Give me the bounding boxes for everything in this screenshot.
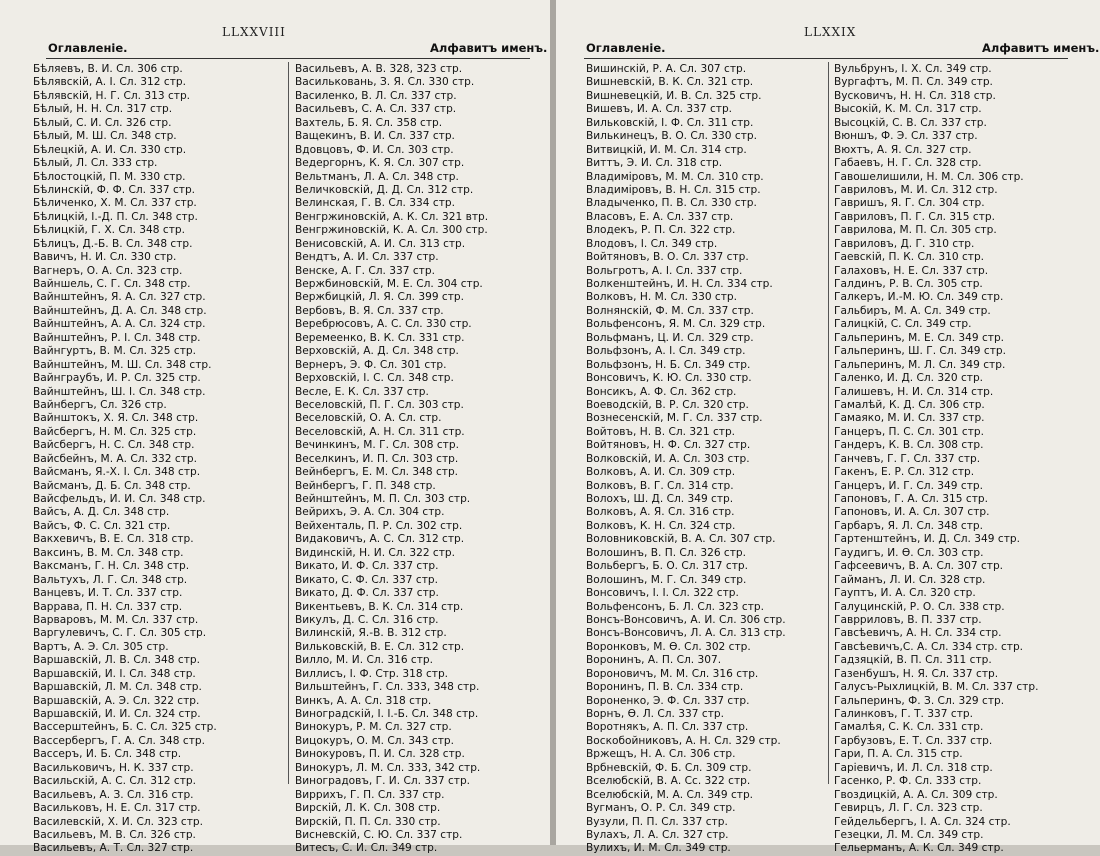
name-column-2: [834, 63, 1084, 856]
index-entry: Волкенштейнъ, И. Н. Сл. 334 стр.: [586, 278, 773, 290]
index-entry: Вузули, П. П. Сл. 337 стр.: [586, 815, 728, 828]
index-entry: Галинковъ, Г. Т. 337 стр.: [834, 708, 973, 720]
index-entry: Вальтухъ, Л. Г. Сл. 348 стр.: [33, 573, 188, 586]
index-entry: Веселовскій, О. А. Сл. стр.: [295, 412, 442, 425]
index-entry: Бѣлецкій, А. И. Сл. 330 стр.: [33, 143, 187, 156]
index-entry: Васильевъ, С. А. Сл. 337 стр.: [295, 103, 457, 116]
index-entry: Врбневскій, Ф. Б. Сл. 309 стр.: [586, 761, 752, 774]
index-entry: Гафсеевичъ, В. А. Сл. 307 стр.: [834, 560, 1004, 573]
index-entry: Гапоновъ, И. А. Сл. 307 стр.: [834, 506, 990, 519]
index-entry: Вулихъ, И. М. Сл. 349 стр.: [586, 842, 731, 855]
index-entry: Вайсбергъ, Н. М. Сл. 325 стр.: [33, 425, 197, 438]
index-entry: Варшавскій, И. И. Сл. 324 стр.: [33, 708, 201, 720]
index-entry: Вульбрунъ, І. Х. Сл. 349 стр.: [834, 63, 992, 75]
index-entry: Вилло, М. И. Сл. 316 стр.: [295, 654, 434, 667]
index-entry: Вишевъ, И. А. Сл. 337 стр.: [586, 103, 733, 116]
index-entry: Винокуръ, Р. М. Сл. 327 стр.: [295, 721, 452, 734]
index-entry: Васильевъ, А. Т. Сл. 327 стр.: [33, 842, 194, 855]
index-entry: Вечинкинъ, М. Г. Сл. 308 стр.: [295, 439, 459, 452]
index-entry: Варгулевичъ, С. Г. Сл. 305 стр.: [33, 627, 207, 640]
index-entry: Бѣлый, Л. Сл. 333 стр.: [33, 157, 158, 170]
index-entry: Вейнбергъ, Г. П. 348 стр.: [295, 479, 436, 492]
index-entry: Вайнштейнъ, А. А. Сл. 324 стр.: [33, 318, 206, 331]
index-entry: Бѣляевъ, В. И. Сл. 306 стр.: [33, 63, 183, 75]
header-rule: [584, 58, 1068, 59]
index-entry: Васильковичъ, Н. К. 337 стр.: [33, 761, 194, 774]
index-entry: Вайсъ, Ф. С. Сл. 321 стр.: [33, 519, 171, 532]
index-entry: Васильковъ, Н. Е. Сл. 317 стр.: [33, 802, 201, 815]
index-entry: Вильковскій, І. Ф. Сл. 311 стр.: [586, 116, 754, 129]
index-entry: Висневскій, С. Ю. Сл. 337 стр.: [295, 828, 463, 841]
index-entry: Варшавскій, И. І. Сл. 348 стр.: [33, 667, 196, 680]
index-entry: Гезецки, Л. М. Сл. 349 стр.: [834, 828, 984, 841]
index-entry: Ворнъ, Ѳ. Л. Сл. 337 стр.: [586, 708, 724, 720]
index-entry: Гаріевичъ, И. Л. Сл. 318 стр.: [834, 761, 993, 774]
index-entry: Владыченко, П. В. Сл. 330 стр.: [586, 197, 757, 210]
index-entry: Вахтель, Б. Я. Сл. 358 стр.: [295, 116, 443, 129]
index-entry: Варшавскій, А. Э. Сл. 322 стр.: [33, 694, 200, 707]
index-entry: Воловниковскій, В. А. Сл. 307 стр.: [586, 533, 776, 546]
index-entry: Вонсовичъ, К. Ю. Сл. 330 стр.: [586, 372, 752, 385]
index-entry: Высоцкій, С. В. Сл. 337 стр.: [834, 116, 987, 129]
index-entry: Вильштейнъ, Г. Сл. 333, 348 стр.: [295, 681, 480, 694]
index-entry: Ведергорнъ, К. Я. Сл. 307 стр.: [295, 157, 465, 170]
index-entry: Гадзяцкій, В. П. Сл. 311 стр.: [834, 654, 992, 667]
index-entry: Вонсъ-Вонсовичъ, Л. А. Сл. 313 стр.: [586, 627, 786, 640]
index-entry: Василенко, В. Л. Сл. 337 стр.: [295, 89, 457, 102]
index-entry: Ганцеръ, П. С. Сл. 301 стр.: [834, 425, 984, 438]
index-entry: Варшавскій, Л. В. Сл. 348 стр.: [33, 654, 200, 667]
index-entry: Видинскій, Н. И. Сл. 322 стр.: [295, 546, 456, 559]
index-entry: Вернеръ, Э. Ф. Сл. 301 стр.: [295, 358, 447, 371]
index-entry: Вартъ, А. Э. Сл. 305 стр.: [33, 640, 169, 653]
page-number: LLXXIX: [804, 25, 857, 39]
index-entry: Вольбергъ, Б. О. Сл. 317 стр.: [586, 560, 748, 573]
index-entry: Волохъ, Ш. Д. Сл. 349 стр.: [586, 493, 734, 505]
index-entry: Гакенъ, Е. Р. Сл. 312 стр.: [834, 466, 975, 479]
index-entry: Вилькинецъ, В. О. Сл. 330 стр.: [586, 130, 757, 143]
index-entry: Воронинъ, А. П. Сл. 307.: [586, 654, 722, 667]
index-entry: Гавриловъ, П. Г. Сл. 315 стр.: [834, 210, 995, 223]
index-entry: Верховскій, І. С. Сл. 348 стр.: [295, 372, 454, 385]
index-entry: Весле, Е. К. Сл. 337 стр.: [295, 385, 429, 398]
index-entry: Галенко, И. Д. Сл. 320 стр.: [834, 372, 984, 385]
index-entry: Викато, И. Ф. Сл. 337 стр.: [295, 560, 439, 573]
index-entry: Виноградовъ, Г. И. Сл. 337 стр.: [295, 775, 471, 788]
index-entry: Веремеенко, В. К. Сл. 331 стр.: [295, 331, 465, 344]
index-entry: Ганчевъ, Г. Г. Сл. 337 стр.: [834, 452, 981, 465]
index-entry: Галицкій, С. Сл. 349 стр.: [834, 318, 972, 331]
index-entry: Васильевъ, А. З. Сл. 316 стр.: [33, 788, 194, 801]
header-contents: Оглавленіе.: [48, 41, 128, 55]
index-entry: Васильевъ, А. В. 328, 323 стр.: [295, 63, 463, 75]
index-entry: Гальперинъ, Ш. Г. Сл. 349 стр.: [834, 345, 1007, 358]
index-entry: Вайнштокъ, Х. Я. Сл. 348 стр.: [33, 412, 199, 425]
index-entry: Виттъ, Э. И. Сл. 318 стр.: [586, 157, 723, 170]
index-entry: Воротнякъ, А. П. Сл. 337 стр.: [586, 721, 749, 734]
header-index: Алфавитъ именъ.: [982, 41, 1100, 55]
index-entry: Гаевскій, П. К. Сл. 310 стр.: [834, 251, 985, 264]
index-entry: Виллисъ, І. Ф. Стр. 318 стр.: [295, 667, 449, 680]
index-entry: Винокуровъ, П. И. Сл. 328 стр.: [295, 748, 465, 761]
index-entry: Вишневскій, В. К. Сл. 321 стр.: [586, 76, 754, 89]
index-entry: Вишневецкій, И. В. Сл. 325 стр.: [586, 89, 762, 102]
index-entry: Воронковъ, М. Ѳ. Сл. 302 стр.: [586, 640, 751, 653]
index-entry: Вавичъ, Н. И. Сл. 330 стр.: [33, 251, 177, 264]
index-entry: Викато, Д. Ф. Сл. 337 стр.: [295, 587, 439, 600]
index-entry: Воскобойниковъ, А. Н. Сл. 329 стр.: [586, 734, 781, 747]
index-entry: Верховскій, А. Д. Сл. 348 стр.: [295, 345, 459, 358]
index-entry: Галдинъ, Р. В. Сл. 305 стр.: [834, 278, 983, 290]
index-entry: Бѣлицкій, І.-Д. П. Сл. 348 стр.: [33, 210, 198, 223]
column-divider: [828, 62, 829, 784]
index-entry: Васильевъ, М. В. Сл. 326 стр.: [33, 828, 196, 841]
index-entry: Венске, А. Г. Сл. 337 стр.: [295, 264, 435, 277]
index-entry: Высокій, К. М. Сл. 317 стр.: [834, 103, 982, 116]
index-entry: Вирскій, Л. К. Сл. 308 стр.: [295, 802, 441, 815]
index-entry: Виноградскій, І. І.-Б. Сл. 348 стр.: [295, 708, 479, 720]
index-entry: Вирскій, П. П. Сл. 330 стр.: [295, 815, 441, 828]
index-entry: Галаховъ, Н. Е. Сл. 337 стр.: [834, 264, 989, 277]
index-entry: Василевскій, Х. И. Сл. 323 стр.: [33, 815, 204, 828]
index-entry: Вусковичъ, Н. Н. Сл. 318 стр.: [834, 89, 996, 102]
index-entry: Гавришъ, Я. Г. Сл. 304 стр.: [834, 197, 985, 210]
index-entry: Гауптъ, И. А. Сл. 320 стр.: [834, 587, 976, 600]
index-entry: Ваксманъ, Г. Н. Сл. 348 стр.: [33, 560, 190, 573]
index-entry: Воеводскій, В. Р. Сл. 320 стр.: [586, 398, 749, 411]
index-entry: Васильковань, З. Я. Сл. 330 стр.: [295, 76, 475, 89]
index-entry: Вольфзонъ, А. І. Сл. 349 стр.: [586, 345, 746, 358]
index-entry: Викулъ, Д. С. Сл. 316 стр.: [295, 613, 439, 626]
index-entry: Витесъ, С. И. Сл. 349 стр.: [295, 842, 438, 855]
index-entry: Вагнеръ, О. А. Сл. 323 стр.: [33, 264, 183, 277]
index-entry: Вороненко, Э. Ф. Сл. 337 стр.: [586, 694, 750, 707]
index-entry: Вильковскій, В. Е. Сл. 312 стр.: [295, 640, 465, 653]
index-entry: Вюхтъ, А. Я. Сл. 327 стр.: [834, 143, 972, 156]
index-entry: Бѣлинскій, Ф. Ф. Сл. 337 стр.: [33, 183, 196, 196]
index-entry: Гельерманъ, А. К. Сл. 349 стр.: [834, 842, 1004, 855]
index-entry: Вайнштейнъ, Р. І. Сл. 348 стр.: [33, 331, 201, 344]
page-number: LLXXVIII: [222, 25, 286, 39]
index-entry: Владиміровъ, М. М. Сл. 310 стр.: [586, 170, 764, 183]
index-entry: Гандеръ, К. В. Сл. 308 стр.: [834, 439, 984, 452]
index-entry: Ваксинъ, В. М. Сл. 348 стр.: [33, 546, 184, 559]
index-entry: Вербовъ, В. Я. Сл. 337 стр.: [295, 304, 444, 317]
index-entry: Веселовскій, П. Г. Сл. 303 стр.: [295, 398, 464, 411]
index-entry: Бѣлый, Н. Н. Сл. 317 стр.: [33, 103, 173, 116]
index-entry: Бѣлявскій, А. І. Сл. 312 стр.: [33, 76, 186, 89]
column-divider: [288, 62, 289, 784]
index-entry: Варрава, П. Н. Сл. 337 стр.: [33, 600, 183, 613]
index-entry: Бѣлостоцкій, П. М. 330 стр.: [33, 170, 186, 183]
index-entry: Власовъ, Е. А. Сл. 337 стр.: [586, 210, 734, 223]
index-entry: Ващекинъ, В. И. Сл. 337 стр.: [295, 130, 455, 143]
index-entry: Вселюбскій, В. А. Сс. 322 стр.: [586, 775, 751, 788]
index-entry: Гальперинъ, М. Л. Сл. 349 стр.: [834, 358, 1006, 371]
index-entry: Вольфенсонъ, Б. Л. Сл. 323 стр.: [586, 600, 764, 613]
index-entry: Вселюбскій, М. А. Сл. 349 стр.: [586, 788, 754, 801]
index-entry: Гарбузовъ, Е. Т. Сл. 337 стр.: [834, 734, 993, 747]
index-entry: Бѣлый, С. И. Сл. 326 стр.: [33, 116, 172, 129]
index-entry: Васильскій, А. С. Сл. 312 стр.: [33, 775, 196, 788]
index-entry: Винокуръ, Л. М. Сл. 333, 342 стр.: [295, 761, 481, 774]
index-entry: Венгржиновскій, А. К. Сл. 321 втр.: [295, 210, 489, 223]
index-entry: Вдовцовъ, Ф. И. Сл. 303 стр.: [295, 143, 454, 156]
index-entry: Вайнбергъ, Сл. 326 стр.: [33, 398, 167, 411]
index-entry: Вайсбергъ, Н. С. Сл. 348 стр.: [33, 439, 195, 452]
index-entry: Вайнграубъ, И. Р. Сл. 325 стр.: [33, 372, 201, 385]
index-entry: Гарбаръ, Я. Л. Сл. 348 стр.: [834, 519, 984, 532]
index-entry: Веселовскій, А. Н. Сл. 311 стр.: [295, 425, 465, 438]
index-entry: Вонсикъ, А. Ф. Сл. 362 стр.: [586, 385, 737, 398]
index-entry: Вейхенталь, П. Р. Сл. 302 стр.: [295, 519, 463, 532]
header-contents: Оглавленіе.: [586, 41, 666, 55]
index-entry: Гаврриловъ, В. П. 337 стр.: [834, 613, 982, 626]
index-entry: Видаковичъ, А. С. Сл. 312 стр.: [295, 533, 465, 546]
index-entry: Вайнштейнъ, Д. А. Сл. 348 стр.: [33, 304, 207, 317]
index-entry: Гавриловъ, М. И. Сл. 312 стр.: [834, 183, 998, 196]
index-entry: Бѣличенко, Х. М. Сл. 337 стр.: [33, 197, 197, 210]
name-column-2: [295, 63, 540, 856]
index-entry: Волковскій, И. А. Сл. 303 стр.: [586, 452, 750, 465]
index-entry: Войтовъ, Н. В. Сл. 321 стр.: [586, 425, 736, 438]
index-entry: Волковъ, А. Я. Сл. 316 стр.: [586, 506, 735, 519]
index-entry: Бѣлый, М. Ш. Сл. 348 стр.: [33, 130, 177, 143]
index-entry: Войтяновъ, В. О. Сл. 337 стр.: [586, 251, 749, 264]
index-entry: Галишевъ, Н. И. Сл. 314 стр.: [834, 385, 994, 398]
index-entry: Волнянскій, Ф. М. Сл. 337 стр.: [586, 304, 754, 317]
index-entry: Гавриловъ, Д. Г. 310 стр.: [834, 237, 975, 250]
index-entry: Вайсбейнъ, М. А. Сл. 332 стр.: [33, 452, 197, 465]
index-entry: Варваровъ, М. М. Сл. 337 стр.: [33, 613, 199, 626]
index-entry: Бѣлявскій, Н. Г. Сл. 313 стр.: [33, 89, 191, 102]
index-entry: Вельтманъ, Л. А. Сл. 348 стр.: [295, 170, 459, 183]
index-entry: Галкеръ, И.-М. Ю. Сл. 349 стр.: [834, 291, 1004, 304]
index-entry: Войтяновъ, Н. Ф. Сл. 327 стр.: [586, 439, 751, 452]
index-entry: Влодовъ, І. Сл. 349 стр.: [586, 237, 718, 250]
index-entry: Вржещъ, Н. А. Сл. 306 стр.: [586, 748, 736, 761]
index-entry: Вассерштейнъ, Б. С. Сл. 325 стр.: [33, 721, 217, 734]
index-entry: Вонсовичъ, І. І. Сл. 322 стр.: [586, 587, 739, 600]
index-entry: Витвицкій, И. М. Сл. 314 стр.: [586, 143, 747, 156]
index-entry: Вайсманъ, Я.-Х. І. Сл. 348 стр.: [33, 466, 201, 479]
index-entry: Гавсѣевичъ, А. Н. Сл. 334 стр.: [834, 627, 1002, 640]
index-entry: Вольфзонъ, Н. Б. Сл. 349 стр.: [586, 358, 751, 371]
index-entry: Вюншъ, Ф. Э. Сл. 337 стр.: [834, 130, 978, 143]
index-entry: Вонсъ-Вонсовичъ, А. И. Сл. 306 стр.: [586, 613, 786, 626]
index-entry: Гейдельбергъ, І. А. Сл. 324 стр.: [834, 815, 1011, 828]
index-entry: Гамалѣя, С. К. Сл. 331 стр.: [834, 721, 984, 734]
index-entry: Гавсѣевичъ,С. А. Сл. 334 стр. стр.: [834, 640, 1024, 653]
index-entry: Величковскій, Д. Д. Сл. 312 стр.: [295, 183, 474, 196]
index-entry: Влодекъ, Р. П. Сл. 322 стр.: [586, 224, 736, 237]
index-entry: Гаврилова, М. П. Сл. 305 стр.: [834, 224, 997, 237]
index-entry: Ганцеръ, И. Г. Сл. 349 стр.: [834, 479, 983, 492]
index-entry: Гари, П. А. Сл. 315 стр.: [834, 748, 963, 761]
index-entry: Волковъ, Н. М. Сл. 330 стр.: [586, 291, 738, 304]
index-entry: Венисовскій, А. И. Сл. 313 стр.: [295, 237, 466, 250]
index-entry: Вайнштейнъ, Я. А. Сл. 327 стр.: [33, 291, 206, 304]
name-column-1: [586, 63, 824, 856]
index-entry: Вороновичъ, М. М. Сл. 316 стр.: [586, 667, 759, 680]
index-entry: Вейнбергъ, Е. М. Сл. 348 стр.: [295, 466, 459, 479]
index-entry: Гаудигъ, И. Ѳ. Сл. 303 стр.: [834, 546, 984, 559]
index-entry: Вайсъ, А. Д. Сл. 348 стр.: [33, 506, 170, 519]
index-entry: Вицокуръ, О. М. Сл. 343 стр.: [295, 734, 454, 747]
header-rule: [46, 58, 530, 59]
index-entry: Габаевъ, Н. Г. Сл. 328 стр.: [834, 157, 982, 170]
index-entry: Гальбиръ, М. А. Сл. 349 стр.: [834, 304, 991, 317]
index-entry: Вольфенсонъ, Я. М. Сл. 329 стр.: [586, 318, 766, 331]
index-entry: Вендтъ, А. И. Сл. 337 стр.: [295, 251, 439, 264]
index-entry: Галуцинскій, Р. О. Сл. 338 стр.: [834, 600, 1005, 613]
index-entry: Вургафтъ, М. П. Сл. 349 стр.: [834, 76, 993, 89]
index-entry: Гапоновъ, Г. А. Сл. 315 стр.: [834, 493, 988, 505]
index-entry: Бѣлицъ, Д.-Б. В. Сл. 348 стр.: [33, 237, 193, 250]
index-entry: Веселкинъ, И. П. Сл. 303 стр.: [295, 452, 459, 465]
index-entry: Вилинскій, Я.-В. В. 312 стр.: [295, 627, 447, 640]
index-entry: Викато, С. Ф. Сл. 337 стр.: [295, 573, 438, 586]
index-entry: Вержбиновскій, М. Е. Сл. 304 стр.: [295, 278, 483, 290]
index-entry: Волковъ, К. Н. Сл. 324 стр.: [586, 519, 736, 532]
name-column-1: [33, 63, 285, 856]
index-entry: Вайсманъ, Д. Б. Сл. 348 стр.: [33, 479, 191, 492]
index-entry: Веребрюсовъ, А. С. Сл. 330 стр.: [295, 318, 472, 331]
index-entry: Вишинскій, Р. А. Сл. 307 стр.: [586, 63, 747, 75]
index-entry: Гамалѣй, К. Д. Сл. 306 стр.: [834, 398, 985, 411]
index-entry: Вознесенскій, М. Г. Сл. 337 стр.: [586, 412, 763, 425]
index-entry: Волковъ, В. Г. Сл. 314 стр.: [586, 479, 734, 492]
index-entry: Ванцевъ, И. Т. Сл. 337 стр.: [33, 587, 183, 600]
index-entry: Бѣлицкій, Г. Х. Сл. 348 стр.: [33, 224, 185, 237]
index-entry: Виррихъ, Г. П. Сл. 337 стр.: [295, 788, 445, 801]
index-entry: Волошинъ, М. Г. Сл. 349 стр.: [586, 573, 747, 586]
index-entry: Вугманъ, О. Р. Сл. 349 стр.: [586, 802, 736, 815]
index-entry: Воронинъ, П. В. Сл. 334 стр.: [586, 681, 744, 694]
index-entry: Гамаяко, М. И. Сл. 337 стр.: [834, 412, 985, 425]
index-entry: Вулахъ, Л. А. Сл. 327 стр.: [586, 828, 729, 841]
index-entry: Венгржиновскій, К. А. Сл. 300 стр.: [295, 224, 488, 237]
index-entry: Гевирцъ, Л. Г. Сл. 323 стр.: [834, 802, 983, 815]
index-entry: Вайнгуртъ, В. М. Сл. 325 стр.: [33, 345, 196, 358]
header-index: Алфавитъ именъ.: [430, 41, 548, 55]
right-page: [556, 0, 1100, 855]
index-entry: Варшавскій, Л. М. Сл. 348 стр.: [33, 681, 202, 694]
index-entry: Вайсфельдъ, И. И. Сл. 348 стр.: [33, 493, 206, 505]
index-entry: Гавошелишили, Н. М. Сл. 306 стр.: [834, 170, 1024, 183]
index-entry: Вайнштейнъ, Ш. І. Сл. 348 стр.: [33, 385, 206, 398]
index-entry: Винкъ, А. А. Сл. 318 стр.: [295, 694, 432, 707]
index-entry: Волошинъ, В. П. Сл. 326 стр.: [586, 546, 747, 559]
index-entry: Волковъ, А. И. Сл. 309 стр.: [586, 466, 736, 479]
left-page: [0, 0, 550, 855]
index-entry: Вольфманъ, Ц. И. Сл. 329 стр.: [586, 331, 754, 344]
index-entry: Гасенко, Р. Ф. Сл. 333 стр.: [834, 775, 982, 788]
index-entry: Вайншель, С. Г. Сл. 348 стр.: [33, 278, 191, 290]
index-entry: Гвоздицкій, А. А. Сл. 309 стр.: [834, 788, 998, 801]
index-entry: Вержбицкій, Л. Я. Сл. 399 стр.: [295, 291, 465, 304]
index-entry: Вассеръ, И. Б. Сл. 348 стр.: [33, 748, 182, 761]
index-entry: Гальперинъ, М. Е. Сл. 349 стр.: [834, 331, 1005, 344]
index-entry: Гартенштейнъ, И. Д. Сл. 349 стр.: [834, 533, 1020, 546]
index-entry: Велинская, Г. В. Сл. 334 стр.: [295, 197, 455, 210]
index-entry: Галусъ-Рыхлицкій, В. М. Сл. 337 стр.: [834, 681, 1039, 694]
index-entry: Гальперинъ, Ф. З. Сл. 329 стр.: [834, 694, 1005, 707]
index-entry: Владиміровъ, В. Н. Сл. 315 стр.: [586, 183, 761, 196]
index-entry: Викентьевъ, В. К. Сл. 314 стр.: [295, 600, 464, 613]
index-entry: Вассербергъ, Г. А. Сл. 348 стр.: [33, 734, 205, 747]
index-entry: Газенбушъ, Н. Я. Сл. 337 стр.: [834, 667, 999, 680]
index-entry: Вакхевичъ, В. Е. Сл. 318 стр.: [33, 533, 194, 546]
index-entry: Вольгротъ, А. І. Сл. 337 стр.: [586, 264, 743, 277]
index-entry: Вейнштейнъ, М. П. Сл. 303 стр.: [295, 493, 471, 505]
index-entry: Вейрихъ, Э. А. Сл. 304 стр.: [295, 506, 445, 519]
index-entry: Вайнштейнъ, М. Ш. Сл. 348 стр.: [33, 358, 212, 371]
index-entry: Гайманъ, Л. И. Сл. 328 стр.: [834, 573, 986, 586]
